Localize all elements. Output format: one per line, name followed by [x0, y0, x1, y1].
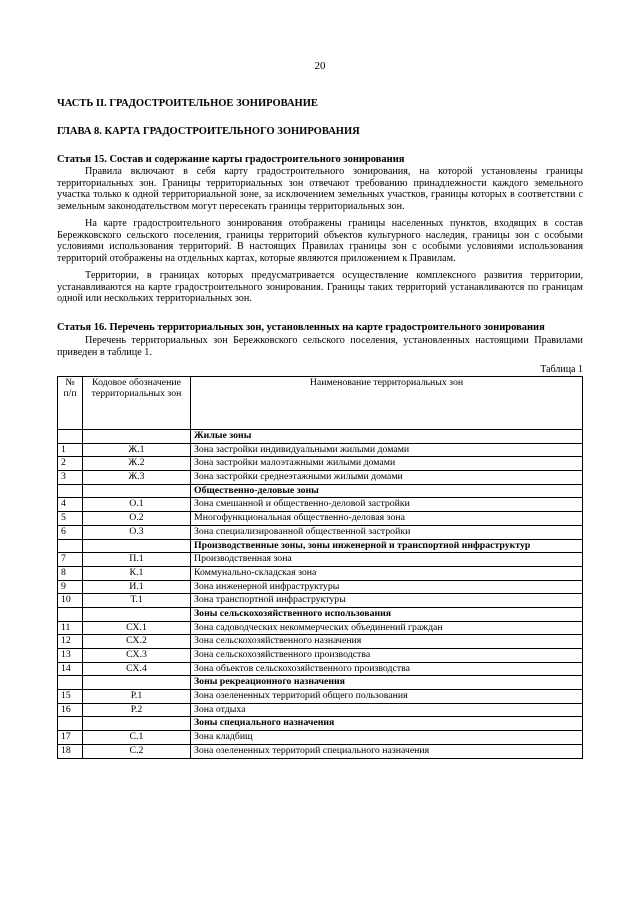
group-num-cell	[58, 676, 83, 690]
zone-name: Зона застройки индивидуальными жилыми домами	[191, 443, 583, 457]
zone-number: 14	[58, 662, 83, 676]
group-num-cell	[58, 717, 83, 731]
group-num-cell	[58, 430, 83, 444]
zone-group-row	[58, 430, 583, 444]
table-row	[58, 443, 583, 457]
zone-name: Зона смешанной и общественно-деловой застройки	[191, 498, 583, 512]
zone-name: Зона сельскохозяйственного производства	[191, 649, 583, 663]
group-title: Зоны сельскохозяйственного использования	[191, 607, 583, 621]
zone-code: И.1	[83, 580, 191, 594]
zone-code: П.1	[83, 553, 191, 567]
zone-number: 9	[58, 580, 83, 594]
group-code-cell	[83, 484, 191, 498]
table-row	[58, 471, 583, 485]
zone-code: СХ.4	[83, 662, 191, 676]
group-code-cell	[83, 430, 191, 444]
chapter-heading: ГЛАВА 8. КАРТА ГРАДОСТРОИТЕЛЬНОГО ЗОНИРОВАНИЯ	[57, 126, 360, 137]
article-16-title: Статья 16. Перечень территориальных зон, установленных на карте градостроительного зонирования	[57, 322, 545, 333]
table-row	[58, 621, 583, 635]
zone-number: 12	[58, 635, 83, 649]
header-num: № п/п	[58, 377, 83, 430]
zone-group-row	[58, 484, 583, 498]
zone-number: 10	[58, 594, 83, 608]
zone-number: 17	[58, 731, 83, 745]
zone-name: Производственная зона	[191, 553, 583, 567]
zone-name: Зона специализированной общественной застройки	[191, 525, 583, 539]
zone-code: С.2	[83, 744, 191, 758]
zone-number: 13	[58, 649, 83, 663]
article-15-paragraph-1: Правила включают в себя карту градостроительного зонирования, на которой установлены границы территориальных зон. Границы территориальных зон отвечают требованию принадлежности каждого земельного участка только к одной территориальной зоне, за исключением земельных участков, границы которых в соответствии с земельным законодательством могут пересекать границы территориальных зон.	[57, 166, 583, 212]
group-title: Зоны специального назначения	[191, 717, 583, 731]
table-row	[58, 662, 583, 676]
group-code-cell	[83, 607, 191, 621]
zone-name: Зона застройки малоэтажными жилыми домами	[191, 457, 583, 471]
zone-name: Зона транспортной инфраструктуры	[191, 594, 583, 608]
header-name: Наименование территориальных зон	[191, 377, 583, 430]
table-row	[58, 731, 583, 745]
table-caption: Таблица 1	[540, 364, 583, 375]
zone-code: Р.2	[83, 703, 191, 717]
zone-name: Зона сельскохозяйственного назначения	[191, 635, 583, 649]
part-heading: ЧАСТЬ II. ГРАДОСТРОИТЕЛЬНОЕ ЗОНИРОВАНИЕ	[57, 98, 318, 109]
zone-number: 8	[58, 566, 83, 580]
zone-code: О.2	[83, 512, 191, 526]
zone-name: Зона застройки среднеэтажными жилыми домами	[191, 471, 583, 485]
table-row	[58, 703, 583, 717]
table-row	[58, 580, 583, 594]
group-code-cell	[83, 676, 191, 690]
zone-number: 4	[58, 498, 83, 512]
table-row	[58, 512, 583, 526]
territorial-zones-table	[57, 376, 583, 759]
zone-name: Зона инженерной инфраструктуры	[191, 580, 583, 594]
zone-name: Зона озелененных территорий общего пользования	[191, 690, 583, 704]
zone-name: Зона объектов сельскохозяйственного производства	[191, 662, 583, 676]
table-row	[58, 498, 583, 512]
zone-code: Р.1	[83, 690, 191, 704]
zone-name: Зона озелененных территорий специального назначения	[191, 744, 583, 758]
group-title: Общественно-деловые зоны	[191, 484, 583, 498]
header-code: Кодовое обозначение территориальных зон	[83, 377, 191, 430]
article-16-paragraph: Перечень территориальных зон Бережковского сельского поселения, установленных настоящими Правилами приведен в таблице 1.	[57, 335, 583, 358]
group-code-cell	[83, 717, 191, 731]
table-row	[58, 566, 583, 580]
zone-group-row	[58, 717, 583, 731]
zone-code: Ж.3	[83, 471, 191, 485]
zone-code: Ж.1	[83, 443, 191, 457]
table-row	[58, 635, 583, 649]
zone-name: Зона кладбищ	[191, 731, 583, 745]
zone-name: Многофункциональная общественно-деловая зона	[191, 512, 583, 526]
group-num-cell	[58, 607, 83, 621]
zone-name: Зона садоводческих некоммерческих объединений граждан	[191, 621, 583, 635]
article-15-title: Статья 15. Состав и содержание карты градостроительного зонирования	[57, 154, 405, 165]
group-title: Зоны рекреационного назначения	[191, 676, 583, 690]
table-row	[58, 594, 583, 608]
zone-code: СХ.1	[83, 621, 191, 635]
table-row	[58, 553, 583, 567]
table-row	[58, 744, 583, 758]
zone-number: 1	[58, 443, 83, 457]
zone-code: СХ.2	[83, 635, 191, 649]
zone-code: С.1	[83, 731, 191, 745]
zone-number: 11	[58, 621, 83, 635]
zone-code: Т.1	[83, 594, 191, 608]
page-number: 20	[314, 60, 326, 72]
table-row	[58, 525, 583, 539]
group-num-cell	[58, 484, 83, 498]
group-num-cell	[58, 539, 83, 553]
zone-code: О.1	[83, 498, 191, 512]
article-15-paragraph-3: Территории, в границах которых предусматривается осуществление комплексного развития территории, устанавливаются на карте градостроительного зонирования. Границы таких территорий устанавливаются по границам одной или нескольких территориальных зон.	[57, 270, 583, 305]
zone-name: Коммунально-складская зона	[191, 566, 583, 580]
zone-number: 7	[58, 553, 83, 567]
group-title: Жилые зоны	[191, 430, 583, 444]
zone-number: 5	[58, 512, 83, 526]
zone-number: 15	[58, 690, 83, 704]
article-15-paragraph-2: На карте градостроительного зонирования отображены границы населенных пунктов, входящих в состав Бережковского сельского поселения, границы территорий объектов культурного наследия, границы зон с особыми условиями использования территорий. В настоящих Правилах границы зон с особыми условиями использования территорий отображены на отдельных картах, которые являются приложением к Правилам.	[57, 218, 583, 264]
table-row	[58, 690, 583, 704]
zone-number: 16	[58, 703, 83, 717]
group-title: Производственные зоны, зоны инженерной и транспортной инфраструктур	[191, 539, 583, 553]
zone-number: 6	[58, 525, 83, 539]
zone-group-row	[58, 676, 583, 690]
zone-code: К.1	[83, 566, 191, 580]
zone-number: 2	[58, 457, 83, 471]
zone-name: Зона отдыха	[191, 703, 583, 717]
zone-group-row	[58, 539, 583, 553]
table-row	[58, 649, 583, 663]
zone-code: СХ.3	[83, 649, 191, 663]
zone-code: О.3	[83, 525, 191, 539]
zone-number: 3	[58, 471, 83, 485]
group-code-cell	[83, 539, 191, 553]
table-row	[58, 457, 583, 471]
zone-code: Ж.2	[83, 457, 191, 471]
zone-number: 18	[58, 744, 83, 758]
zone-group-row	[58, 607, 583, 621]
